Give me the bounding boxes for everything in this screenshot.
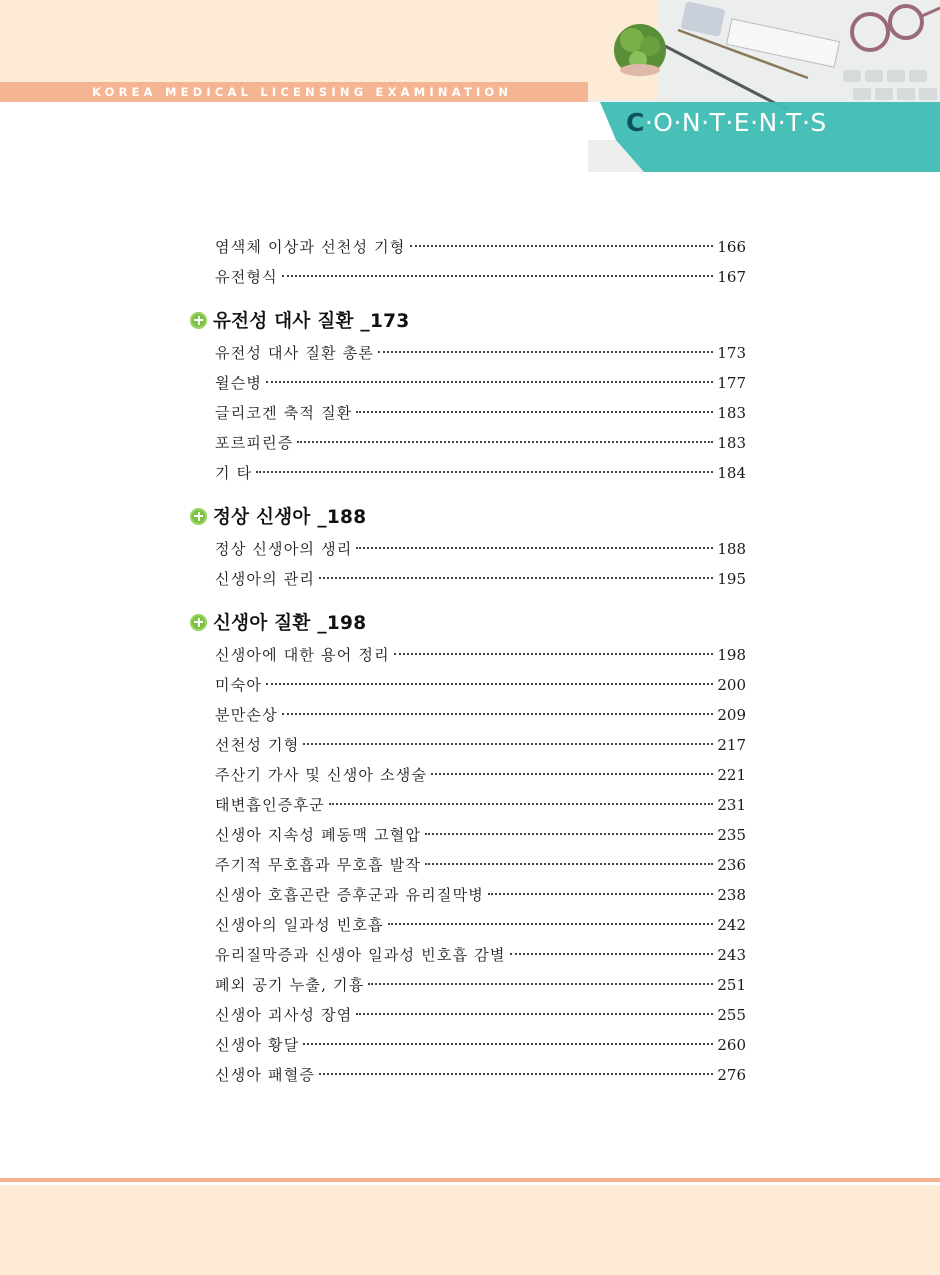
toc-entry[interactable]: 글리코겐 축적 질환 183 (215, 404, 746, 422)
contents-title-first-letter: C (626, 108, 645, 137)
toc-entry[interactable]: 유전형식 167 (215, 268, 746, 286)
toc-entry[interactable]: 미숙아 200 (215, 676, 746, 694)
toc-entry[interactable]: 염색체 이상과 선천성 기형 166 (215, 238, 746, 256)
section-newborn-disease (190, 608, 746, 1090)
toc-entry[interactable]: 주산기 가사 및 신생아 소생술 221 (215, 766, 746, 784)
desk-photo-illustration (588, 0, 940, 172)
toc-entry[interactable]: 기 타 184 (215, 464, 746, 482)
toc-entry[interactable]: 신생아 지속성 폐동맥 고혈압 235 (215, 826, 746, 844)
toc-entry[interactable]: 유리질막증과 신생아 일과성 빈호흡 감별 243 (215, 946, 746, 964)
section-heading[interactable]: 유전성 대사 질환 _173 (190, 306, 746, 334)
series-title: KOREA MEDICAL LICENSING EXAMINATION (92, 85, 513, 99)
table-of-contents (190, 232, 746, 1104)
plus-circle-icon (190, 312, 207, 329)
footer-divider (0, 1178, 940, 1182)
contents-title-rest: ·O·N·T·E·N·T·S (644, 108, 827, 137)
toc-entry[interactable]: 신생아의 관리 195 (215, 570, 746, 588)
toc-entry[interactable]: 신생아 호흡곤란 증후군과 유리질막병 238 (215, 886, 746, 904)
section-heading[interactable]: 신생아 질환 _198 (190, 608, 746, 636)
toc-entry[interactable]: 선천성 기형 217 (215, 736, 746, 754)
toc-entry[interactable]: 태변흡인증후군 231 (215, 796, 746, 814)
toc-entry[interactable]: 정상 신생아의 생리 188 (215, 540, 746, 558)
intro-entries (190, 232, 746, 292)
toc-entry[interactable]: 분만손상 209 (215, 706, 746, 724)
toc-entry[interactable]: 신생아 패혈증 276 (215, 1066, 746, 1084)
toc-entry[interactable]: 신생아 황달 260 (215, 1036, 746, 1054)
plus-circle-icon (190, 614, 207, 631)
toc-entry[interactable]: 윌슨병 177 (215, 374, 746, 392)
section-normal-newborn (190, 502, 746, 594)
toc-entry[interactable]: 폐외 공기 누출, 기흉 251 (215, 976, 746, 994)
toc-entry[interactable]: 신생아 괴사성 장염 255 (215, 1006, 746, 1024)
section-heading[interactable]: 정상 신생아 _188 (190, 502, 746, 530)
toc-entry[interactable]: 주기적 무호흡과 무호흡 발작 236 (215, 856, 746, 874)
toc-entry[interactable]: 신생아에 대한 용어 정리 198 (215, 646, 746, 664)
toc-entry[interactable]: 신생아의 일과성 빈호흡 242 (215, 916, 746, 934)
section-hereditary-metabolic-disease (190, 306, 746, 488)
plus-circle-icon (190, 508, 207, 525)
contents-title (626, 106, 827, 140)
toc-entry[interactable]: 포르피린증 183 (215, 434, 746, 452)
footer-band (0, 1185, 940, 1275)
toc-entry[interactable]: 유전성 대사 질환 총론 173 (215, 344, 746, 362)
